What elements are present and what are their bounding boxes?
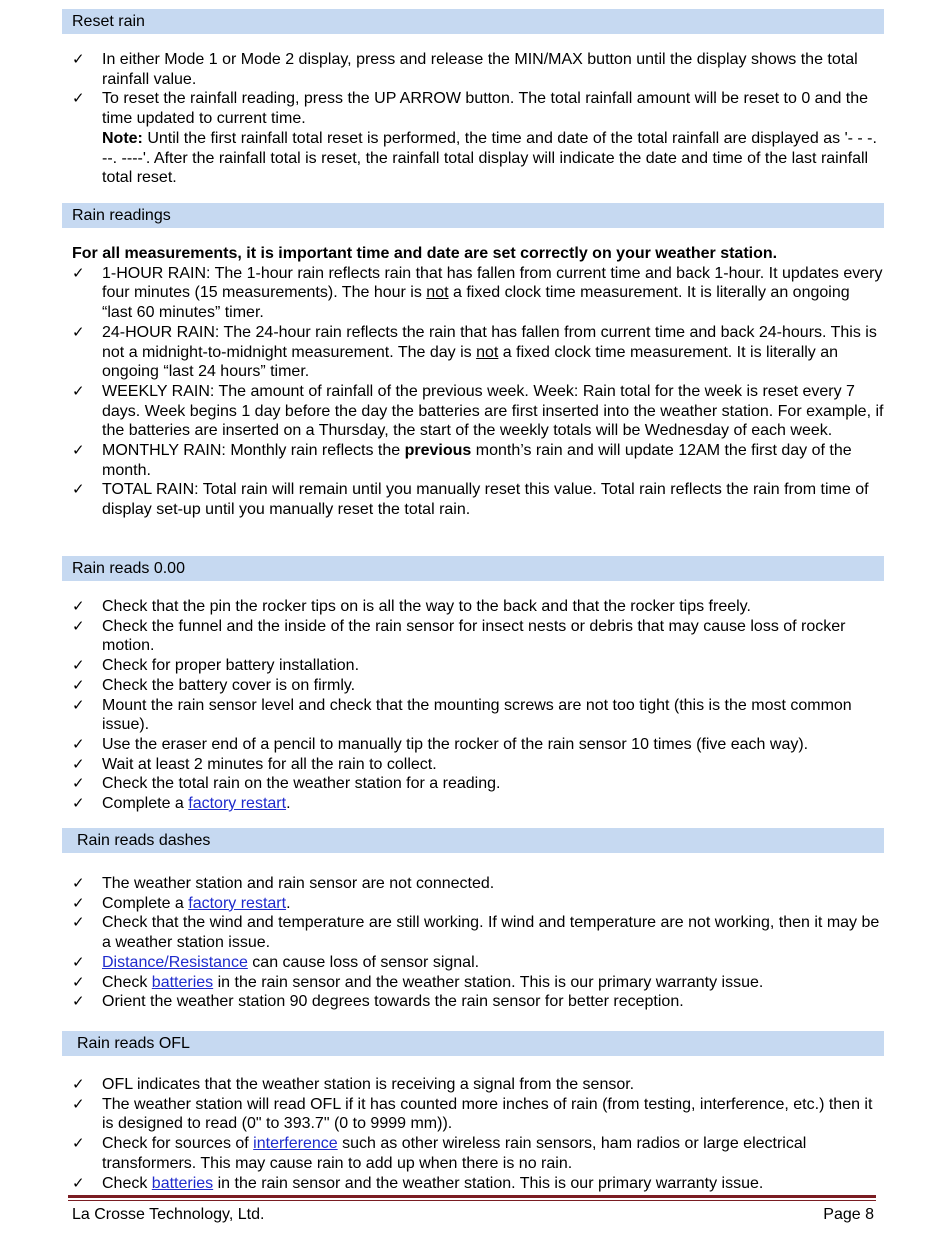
important-notice: For all measurements, it is important time and date are set correctly on your weather station. [72,245,778,262]
factory-restart-link[interactable]: factory restart [188,795,287,813]
list-item: ✓ Check for sources of interference such as other wireless rain sensors, ham radios or large electrical transformers. This may cause rain to add up when there is no rain. [72,1134,807,1172]
footer-rule-thin [68,1200,876,1201]
checkmark-icon: ✓ [72,952,85,971]
checkmark-icon: ✓ [72,874,85,892]
checkmark-icon: ✓ [72,1173,85,1192]
section-body-rain-reads-ofl [72,1075,884,1193]
note-paragraph: Note: Until the first rainfall total reset is performed, the time and date of the total rainfall are displayed as '- - -. --. ----'. After the rainfall total is reset, the rainfall total display will indicate the date and time of the last rainfall total reset. [102,129,877,187]
checkmark-icon: ✓ [72,1075,85,1093]
checkmark-icon: ✓ [72,1094,85,1113]
checkmark-icon: ✓ [72,597,85,615]
list-item: ✓ Check the total rain on the weather station for a reading. [72,774,501,793]
checkmark-icon: ✓ [72,754,85,773]
checkmark-icon: ✓ [72,1134,85,1153]
list-item: ✓ The weather station will read OFL if it has counted more inches of rain (from testing, interference, etc.) then it is designed to read (0" to 393.7" (0 to 9999 mm)). [72,1094,873,1133]
section-body-reset-rain [72,50,884,188]
batteries-link[interactable]: batteries [151,1174,214,1192]
list-item: ✓ To reset the rainfall reading, press the UP ARROW button. The total rainfall amount will be reset to 0 and the time updated to current time. [72,89,869,128]
list-item: ✓ 24-HOUR RAIN: The 24-hour rain reflects the rain that has fallen from current time and back 24-hours. This is not a midnight-to-midnight measurement. The day is not a fixed clock time measurement. It is literally an ongoing “last 24 hours” timer. [72,322,877,381]
list-item: ✓ Mount the rain sensor level and check that the mounting screws are not too tight (this is the most common issue). [72,695,852,734]
list-item: ✓ Check batteries in the rain sensor and the weather station. This is our primary warranty issue. [72,972,764,991]
list-item: ✓ Check the funnel and the inside of the rain sensor for insect nests or debris that may cause loss of rocker motion. [72,616,846,655]
checkmark-icon: ✓ [72,734,85,753]
checkmark-icon: ✓ [72,774,85,793]
section-header-rain-reads-ofl: Rain reads OFL [62,1031,884,1056]
distance-resistance-link[interactable]: Distance/Resistance [102,953,248,971]
list-item: ✓ In either Mode 1 or Mode 2 display, press and release the MIN/MAX button until the display shows the total rainfall value. [72,50,858,88]
checkmark-icon: ✓ [72,50,85,68]
list-item: ✓ Orient the weather station 90 degrees towards the rain sensor for better reception. [72,992,684,1011]
list-item: ✓ Check batteries in the rain sensor and the weather station. This is our primary warranty issue. [72,1173,764,1192]
section-body-rain-readings [72,244,884,520]
checkmark-icon: ✓ [72,893,85,912]
list-item: ✓ Wait at least 2 minutes for all the rain to collect. [72,754,437,773]
section-header-reset-rain: Reset rain [62,9,884,34]
checkmark-icon: ✓ [72,381,85,400]
checkmark-icon: ✓ [72,322,85,341]
section-header-rain-reads-dashes: Rain reads dashes [62,828,884,853]
section-header-rain-readings: Rain readings [62,203,884,228]
checkmark-icon: ✓ [72,695,85,714]
list-item: ✓ Check that the wind and temperature are still working. If wind and temperature are not working, then it may be a weather station issue. [72,913,880,952]
checkmark-icon: ✓ [72,89,85,108]
list-item: ✓ Complete a factory restart. [72,893,291,912]
checkmark-icon: ✓ [72,441,85,460]
list-item: ✓ Distance/Resistance can cause loss of sensor signal. [72,952,480,971]
batteries-link[interactable]: batteries [151,973,214,991]
checkmark-icon: ✓ [72,972,85,991]
footer-page-number: Page 8 [823,1206,874,1223]
list-item: ✓ WEEKLY RAIN: The amount of rainfall of the previous week. Week: Rain total for the week is reset every 7 days. Week begins 1 day before the day the batteries are first inserted into the weather station. For example, if the batteries are inserted on a Thursday, the start of the weekly totals will be Wednesday of each week. [72,381,884,440]
list-item: ✓ MONTHLY RAIN: Monthly rain reflects the previous month’s rain and will update 12AM the first day of the month. [72,441,852,479]
checkmark-icon: ✓ [72,992,85,1011]
section-body-rain-reads-dashes [72,874,884,1012]
factory-restart-link[interactable]: factory restart [188,894,287,912]
section-header-rain-reads-zero: Rain reads 0.00 [62,556,884,581]
checkmark-icon: ✓ [72,794,85,813]
checkmark-icon: ✓ [72,616,85,635]
checkmark-icon: ✓ [72,656,85,675]
list-item: ✓ Check the battery cover is on firmly. [72,675,356,694]
list-item: ✓ TOTAL RAIN: Total rain will remain until you manually reset this value. Total rain reflects the rain from time of display set-up until you manually reset the total rain. [72,480,869,519]
section-body-rain-reads-zero [72,597,884,814]
footer-company: La Crosse Technology, Ltd. [72,1206,265,1223]
checkmark-icon: ✓ [72,913,85,932]
list-item: ✓ OFL indicates that the weather station is receiving a signal from the sensor. [72,1075,635,1093]
list-item: ✓ Use the eraser end of a pencil to manually tip the rocker of the rain sensor 10 times (five each way). [72,734,809,753]
footer-rule-thick [68,1195,876,1198]
checkmark-icon: ✓ [72,263,85,282]
list-item: ✓ 1-HOUR RAIN: The 1-hour rain reflects rain that has fallen from current time and back 1-hour. It updates every four minutes (15 measurements). The hour is not a fixed clock time measurement. It is literally an ongoing “last 60 minutes” timer. [72,263,883,322]
interference-link[interactable]: interference [253,1135,338,1153]
checkmark-icon: ✓ [72,675,85,694]
list-item: ✓ Check that the pin the rocker tips on is all the way to the back and that the rocker tips freely. [72,597,751,615]
list-item: ✓ Check for proper battery installation. [72,656,360,675]
checkmark-icon: ✓ [72,480,85,499]
list-item: ✓ The weather station and rain sensor are not connected. [72,874,495,892]
note-label: Note: [102,129,143,147]
list-item: ✓ Complete a factory restart. [72,794,291,813]
